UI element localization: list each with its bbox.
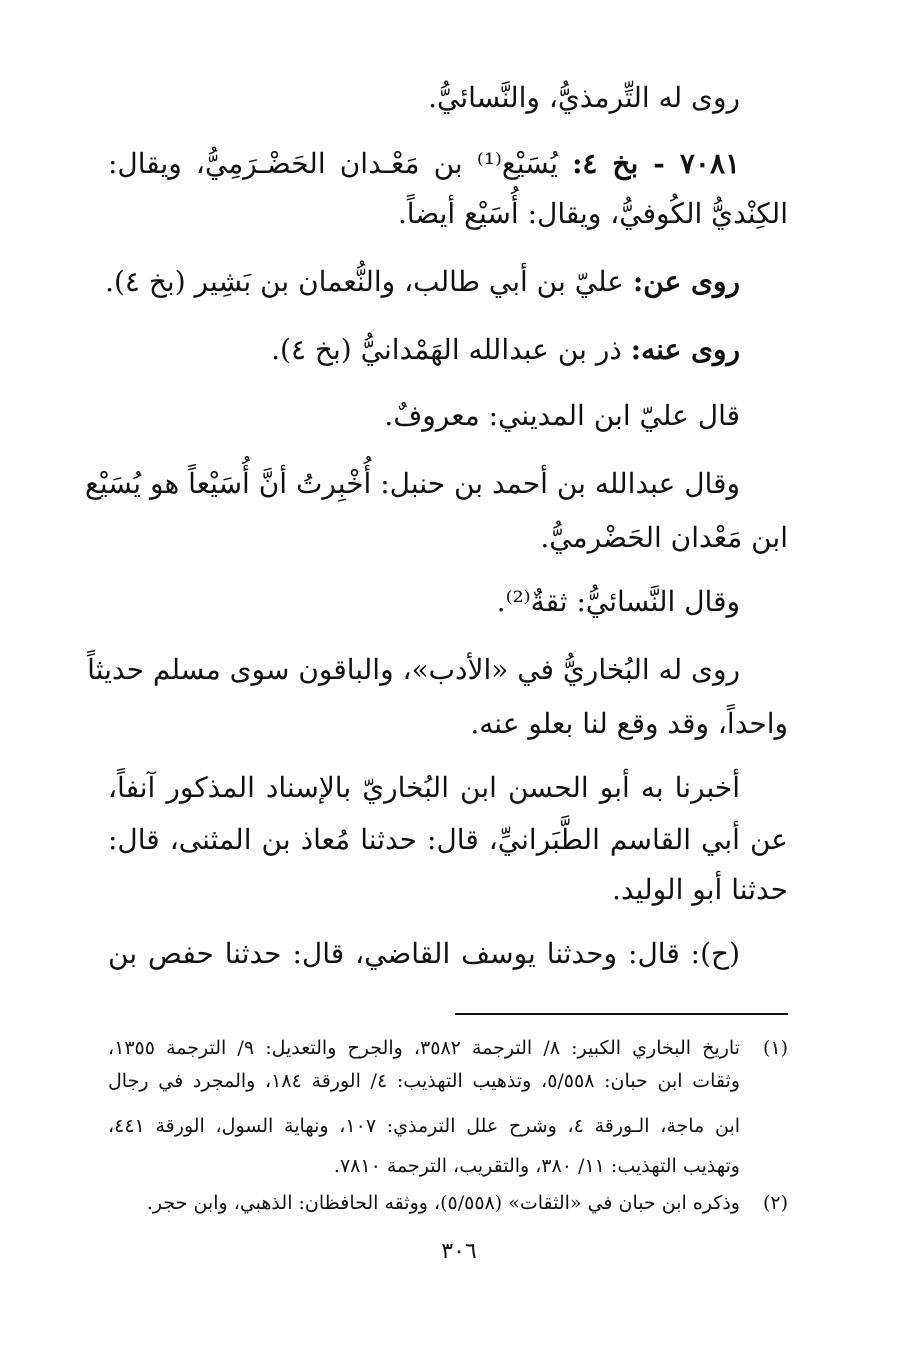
text-line: عن أبي القاسم الطَّبَرانيِّ، قال: حدثنا مُعاذ بن المثنى، قال:: [108, 823, 789, 856]
entry-heading-line: [108, 146, 740, 182]
text-line: واحداً، وقد وقع لنا بعلو عنه.: [470, 707, 788, 740]
footnote-1-number: (١): [762, 1037, 788, 1059]
text-line: وقال النَّسائيُّ: ثقةٌ⁽²⁾.: [496, 585, 740, 618]
text-line: قال عليّ ابن المديني: معروفٌ.: [384, 399, 740, 432]
text-line: روى له البُخاريُّ في «الأدب»، والباقون سوى مسلم حديثاً: [87, 653, 740, 686]
footnote-separator: [455, 1013, 788, 1015]
footnote-1-line: وثقات ابن حبان: ٥/٥٥٨، وتذهيب التهذيب: ٤/ الورقة ١٨٤، والمجرد في رجال: [108, 1070, 740, 1092]
footnote-1-line: [108, 1036, 788, 1060]
text-line: روى له التِّرمذيُّ، والنَّسائيُّ.: [428, 81, 740, 114]
text-line: ابن مَعْدان الحَضْرميُّ.: [540, 521, 788, 554]
text-line: الكِنْديُّ الكُوفيُّ، ويقال: أُسَيْع أيضاً.: [397, 197, 788, 230]
text-line: أخبرنا به أبو الحسن ابن البُخاريّ بالإسناد المذكور آنفاً،: [108, 771, 740, 804]
narrated-from-label: روى عن:: [632, 265, 740, 298]
text-line: حدثنا أبو الوليد.: [612, 873, 788, 906]
footnote-2-text: وذكره ابن حبان في «الثقات» (٥/٥٥٨)، ووثقه الحافظان: الذهبي، وابن حجر.: [146, 1192, 740, 1214]
text-line: وقال عبدالله بن أحمد بن حنبل: أُخْبِرتُ أنَّ أُسَيْعاً هو يُسَيْع: [84, 467, 740, 500]
narrated-by-label: روى عنه:: [630, 333, 740, 366]
entry-name: يُسَيْع⁽¹⁾ بن مَعْـدان الحَضْـرَمِيُّ، ويقال:: [108, 147, 558, 180]
footnote-1-text: تاريخ البخاري الكبير: ٨/ الترجمة ٣٥٨٢، والجرح والتعديل: ٩/ الترجمة ١٣٥٥،: [108, 1037, 740, 1059]
narrated-by-line: [60, 332, 740, 368]
footnote-2-line: [108, 1191, 788, 1215]
footnote-1-line: وتهذيب التهذيب: ١١/ ٣٨٠، والتقريب، الترجمة ٧٨١٠.: [333, 1155, 740, 1177]
narrated-from-line: [60, 264, 740, 300]
footnote-2-number: (٢): [762, 1192, 788, 1214]
footnote-1-line: ابن ماجة، الـورقة ٤، وشرح علل الترمذي: ١٠٧، ونهاية السول، الورقة ٤٤١،: [108, 1115, 741, 1137]
page-number: ٣٠٦: [441, 1239, 477, 1264]
narrated-from-text: عليّ بن أبي طالب، والنُّعمان بن بَشِير (بخ ٤).: [105, 265, 625, 298]
text-line: (ح): قال: وحدثنا يوسف القاضي، قال: حدثنا حفص بن: [108, 937, 740, 970]
narrated-by-text: ذر بن عبدالله الهَمْدانيُّ (بخ ٤).: [271, 333, 622, 366]
entry-number: ٧٠٨١ - بخ ٤:: [572, 147, 741, 180]
